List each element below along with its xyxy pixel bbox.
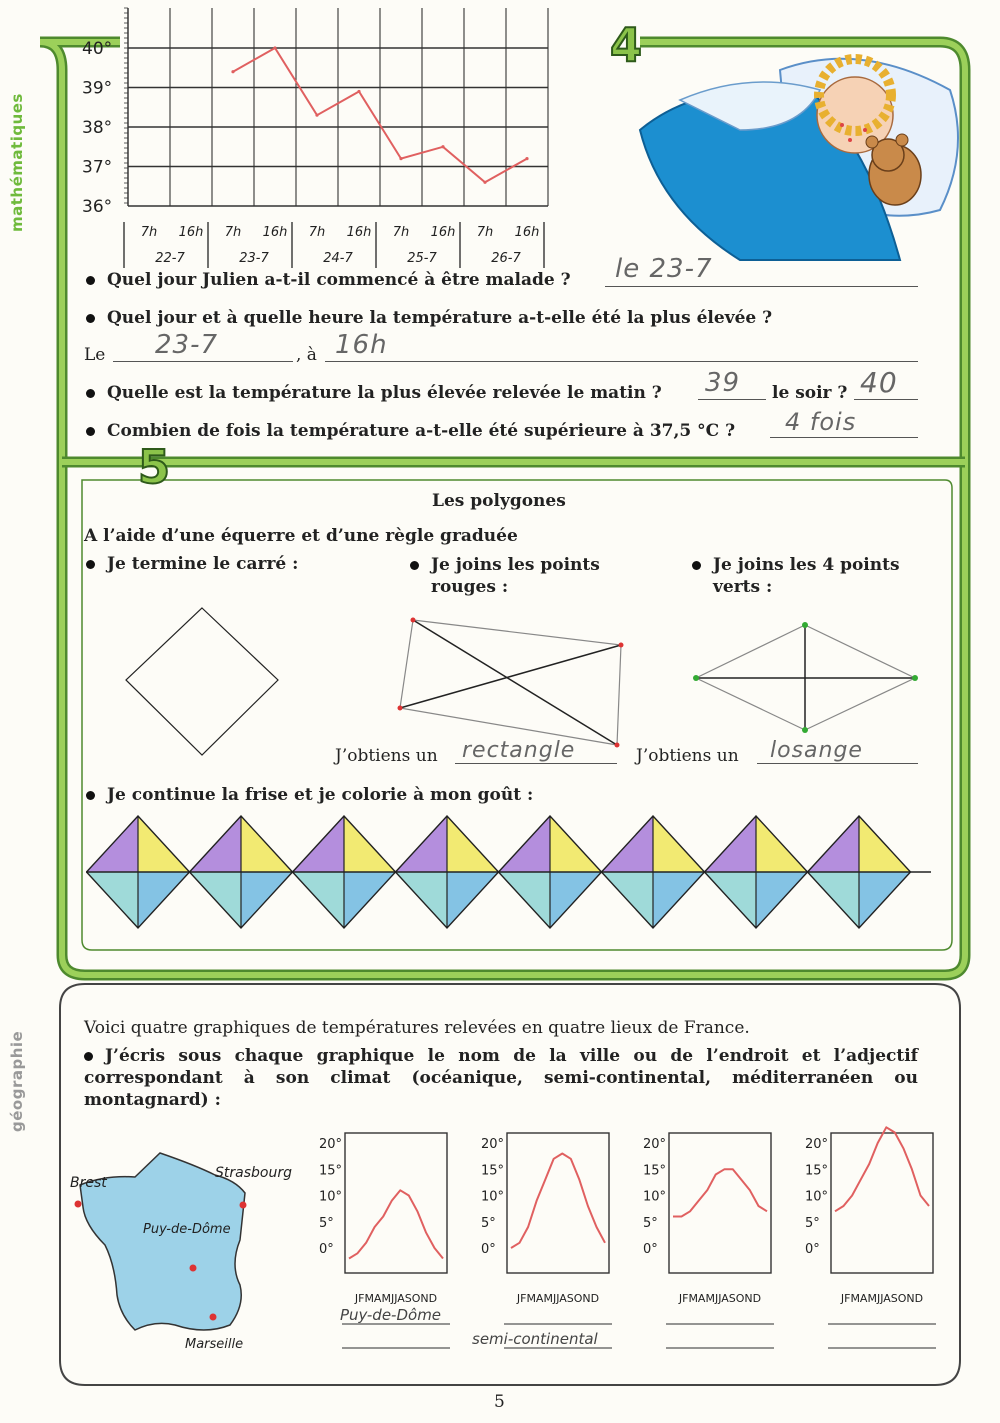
time-label: 16h	[514, 225, 540, 240]
bullet-icon	[410, 561, 419, 570]
temperature-chart	[80, 0, 560, 270]
geo-intro: Voici quatre graphiques de températures relevées en quatre lieux de France.	[84, 1018, 750, 1038]
sick-child-illustration	[620, 30, 980, 270]
climate-y-tick: 5°	[805, 1215, 820, 1231]
climate-y-tick: 20°	[319, 1137, 343, 1152]
task-red-line2: rouges :	[431, 577, 509, 597]
exercise-number-5: 5	[138, 440, 171, 494]
task-red	[410, 554, 600, 598]
climate-curve	[511, 1154, 605, 1249]
y-tick-label: 40°	[82, 39, 113, 59]
climate-answer-place: Puy-de-Dôme	[340, 1306, 442, 1324]
task-green	[692, 554, 900, 598]
y-tick-label: 38°	[82, 118, 113, 138]
exercise-number-4: 4	[610, 18, 643, 72]
climate-y-tick: 10°	[481, 1189, 505, 1205]
answer-3-morning-line[interactable]	[698, 399, 766, 400]
task-red-line1: Je joins les points	[431, 555, 600, 575]
map-label-marseille: Marseille	[185, 1337, 244, 1352]
geo-task	[84, 1045, 918, 1111]
climate-months: JFMAMJJASOND	[678, 1292, 762, 1305]
answer-green-line[interactable]	[757, 763, 918, 764]
question-3-text: Quelle est la température la plus élevée relevée le matin ?	[107, 383, 662, 403]
answer-2-day-line[interactable]	[113, 361, 293, 362]
day-label: 24-7	[323, 251, 353, 266]
bullet-icon	[86, 427, 95, 436]
question-4	[86, 421, 735, 441]
climate-y-tick: 10°	[643, 1189, 667, 1205]
climate-y-tick: 5°	[319, 1215, 334, 1231]
climate-y-tick: 15°	[319, 1163, 343, 1179]
question-1	[86, 270, 571, 290]
question-2-text: Quel jour et à quelle heure la température a-t-elle été la plus élevée ?	[107, 308, 773, 328]
time-label: 7h	[308, 225, 326, 240]
climate-charts	[310, 1115, 950, 1365]
climate-y-tick: 10°	[319, 1189, 343, 1205]
climate-y-tick: 20°	[643, 1137, 667, 1152]
coloured-frieze	[86, 815, 936, 930]
answer-4: 4 fois	[785, 408, 857, 436]
time-label: 7h	[224, 225, 242, 240]
question-4-text: Combien de fois la température a-t-elle été supérieure à 37,5 °C ?	[107, 421, 736, 441]
climate-y-tick: 15°	[481, 1163, 505, 1179]
day-label: 26-7	[491, 251, 521, 266]
question-1-text: Quel jour Julien a-t-il commencé à être malade ?	[107, 270, 571, 290]
day-label: 22-7	[155, 251, 185, 266]
climate-y-tick: 20°	[805, 1137, 829, 1152]
climate-curve	[673, 1169, 767, 1216]
y-tick-label: 36°	[82, 197, 113, 217]
climate-curve	[835, 1127, 929, 1211]
answer-4-line[interactable]	[770, 437, 918, 438]
y-tick-label: 37°	[82, 157, 113, 178]
page-number: 5	[494, 1392, 505, 1412]
task-green-line2: verts :	[713, 577, 773, 597]
climate-y-tick: 0°	[319, 1242, 334, 1257]
climate-chart-frame	[669, 1133, 771, 1273]
question-3	[86, 383, 662, 403]
task-frieze-text: Je continue la frise et je colorie à mon goût :	[107, 785, 534, 805]
climate-chart-frame	[345, 1133, 447, 1273]
data-point	[315, 114, 318, 117]
bullet-icon	[692, 561, 701, 570]
climate-y-tick: 20°	[481, 1137, 505, 1152]
time-label: 7h	[476, 225, 494, 240]
data-point	[357, 90, 360, 93]
answer-red: rectangle	[462, 738, 576, 763]
sidebar-math-label: mathématiques	[8, 93, 26, 232]
bullet-icon	[86, 560, 95, 569]
data-point	[441, 145, 444, 148]
task-square-text: Je termine le carré :	[107, 554, 299, 574]
map-label-puy-de-dome: Puy-de-Dôme	[143, 1222, 231, 1237]
answer-green: losange	[770, 738, 863, 763]
y-tick-label: 39°	[82, 78, 113, 99]
bullet-icon	[86, 389, 95, 398]
question-2	[86, 308, 772, 328]
day-label: 25-7	[407, 251, 437, 266]
map-label-brest: Brest	[70, 1175, 107, 1191]
france-map	[65, 1145, 310, 1355]
answer-3-morning: 39	[705, 368, 741, 398]
task-frieze	[86, 785, 533, 805]
climate-y-tick: 5°	[481, 1215, 496, 1231]
time-label: 16h	[262, 225, 288, 240]
climate-y-tick: 0°	[643, 1242, 658, 1257]
climate-y-tick: 0°	[481, 1242, 496, 1257]
time-label: 16h	[178, 225, 204, 240]
climate-chart	[472, 1133, 612, 1348]
data-point	[273, 46, 276, 49]
sidebar-geo-label: géographie	[8, 1030, 26, 1132]
climate-chart-frame	[507, 1133, 609, 1273]
obtain-label-red: J’obtiens un	[335, 746, 438, 766]
answer-1: le 23-7	[615, 254, 713, 284]
le-label: Le	[84, 345, 106, 365]
data-point	[399, 157, 402, 160]
bullet-icon	[86, 314, 95, 323]
time-label: 16h	[430, 225, 456, 240]
time-label: 16h	[346, 225, 372, 240]
climate-chart	[805, 1127, 936, 1348]
answer-3-evening: 40	[860, 366, 898, 399]
time-label: 7h	[140, 225, 158, 240]
data-point	[483, 181, 486, 184]
bullet-icon	[86, 276, 95, 285]
polygon-intro: A l’aide d’une équerre et d’une règle graduée	[84, 526, 518, 546]
climate-y-tick: 5°	[643, 1215, 658, 1231]
climate-chart	[319, 1133, 450, 1348]
climate-curve	[349, 1190, 443, 1258]
bullet-icon	[86, 791, 95, 800]
climate-answer-climate: semi-continental	[472, 1330, 598, 1348]
answer-2-hour-line[interactable]	[325, 361, 918, 362]
geo-task-text: J’écris sous chaque graphique le nom de la ville ou de l’endroit et l’adjectif correspondant à son climat (océanique, semi-continental, méditerranéen ou montagnard) :	[84, 1046, 918, 1110]
answer-2-hour: 16h	[335, 330, 388, 360]
climate-months: JFMAMJJASOND	[354, 1292, 438, 1305]
climate-y-tick: 15°	[805, 1163, 829, 1179]
climate-y-tick: 0°	[805, 1242, 820, 1257]
task-green-line1: Je joins les 4 points	[713, 555, 900, 575]
section-title: Les polygones	[432, 491, 566, 511]
data-point	[525, 157, 528, 160]
climate-months: JFMAMJJASOND	[840, 1292, 924, 1305]
answer-1-line[interactable]	[605, 286, 918, 287]
task-square	[86, 554, 298, 574]
soir-label: le soir ?	[772, 383, 848, 403]
time-label: 7h	[392, 225, 410, 240]
answer-3-evening-line[interactable]	[854, 399, 918, 400]
answer-2-day: 23-7	[155, 330, 219, 360]
map-label-strasbourg: Strasbourg	[215, 1165, 292, 1181]
bullet-icon	[84, 1052, 93, 1061]
day-label: 23-7	[239, 251, 269, 266]
climate-y-tick: 10°	[805, 1189, 829, 1205]
a-label: , à	[296, 345, 317, 365]
climate-y-tick: 15°	[643, 1163, 667, 1179]
obtain-label-green: J’obtiens un	[636, 746, 739, 766]
climate-months: JFMAMJJASOND	[516, 1292, 600, 1305]
rectangle-drawing	[400, 620, 621, 745]
data-point	[231, 70, 234, 73]
answer-red-line[interactable]	[455, 763, 617, 764]
square-drawing	[126, 608, 278, 755]
climate-chart	[643, 1133, 774, 1348]
